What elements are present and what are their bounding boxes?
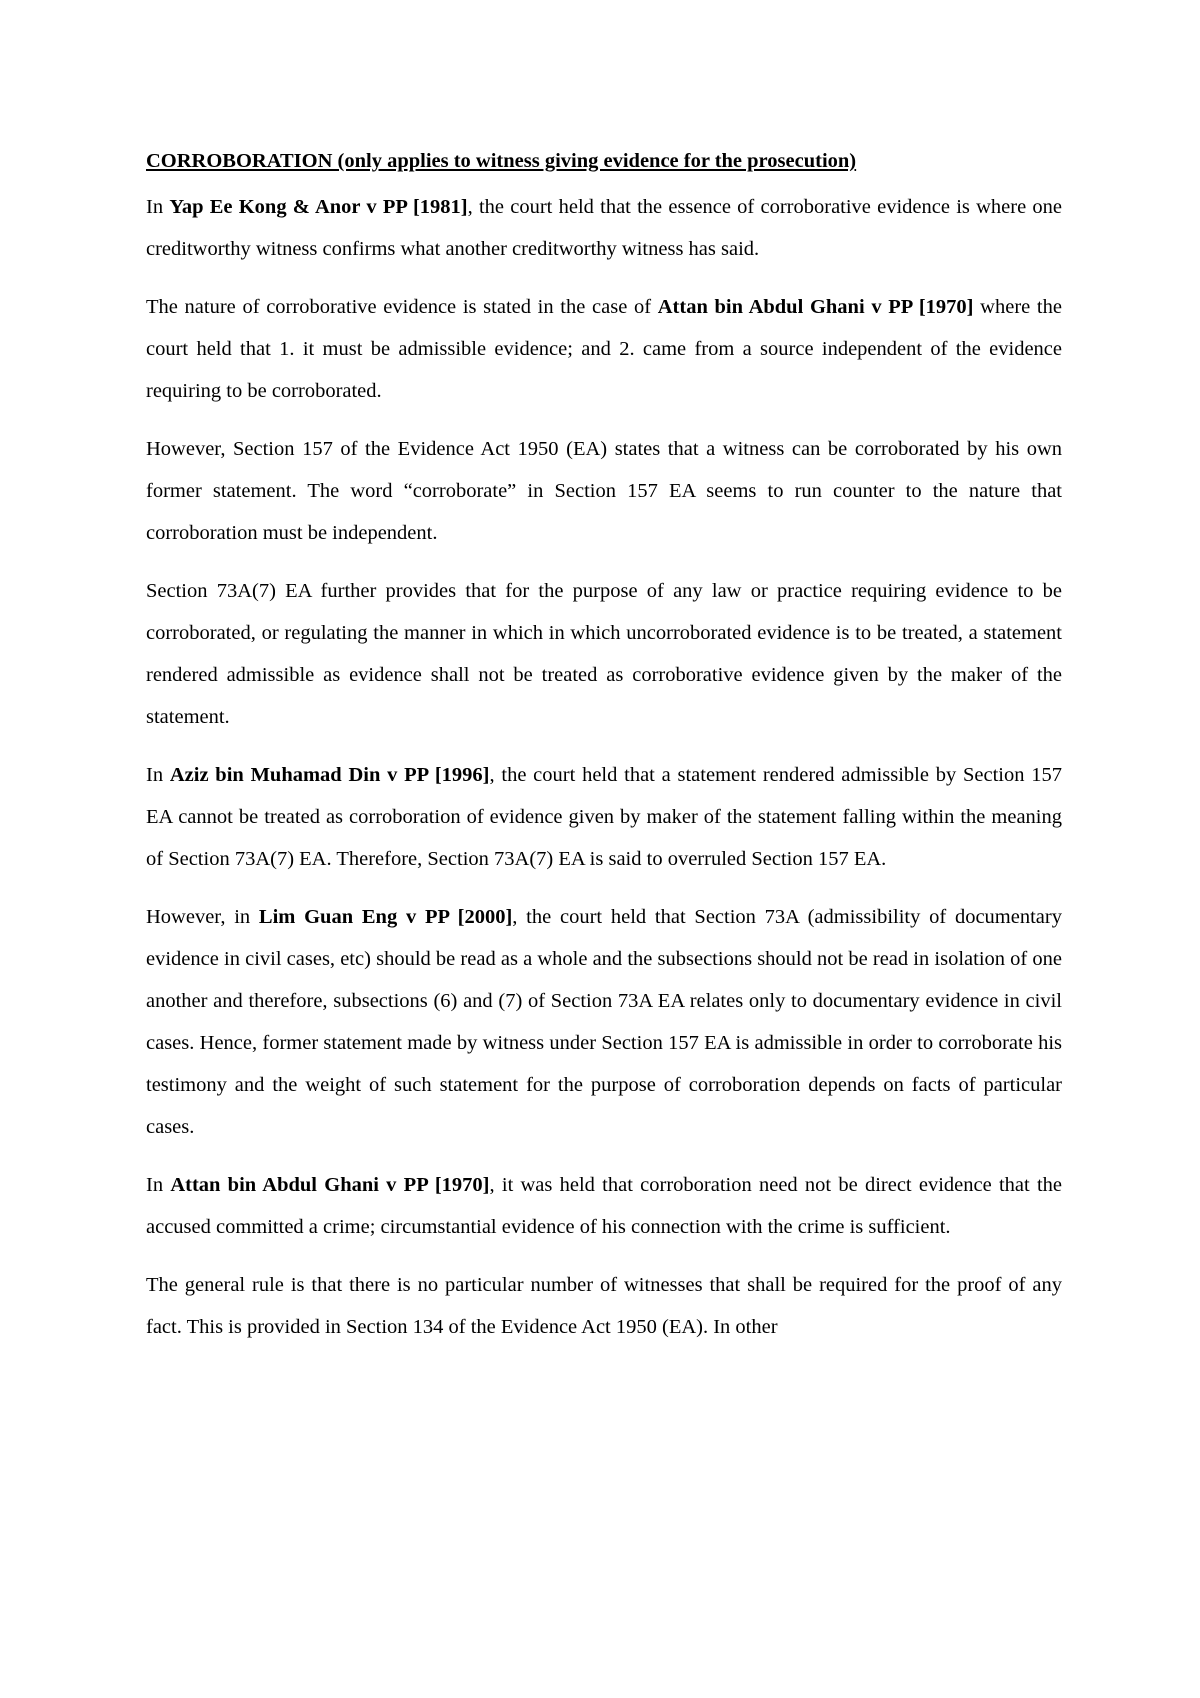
paragraph-text: The nature of corroborative evidence is stated in the case of xyxy=(146,296,658,318)
paragraph-text: In xyxy=(146,1174,171,1196)
paragraph-attan-circumstantial xyxy=(146,1164,1062,1248)
paragraph-text: , it was held that corroboration need not be direct evidence that the accused committed a crime; circumstantial evidence of his connection with the crime is sufficient. xyxy=(146,1174,1062,1238)
section-heading: CORROBORATION (only applies to witness giving evidence for the prosecution) xyxy=(146,150,857,172)
paragraph-section-73a7 xyxy=(146,570,1062,738)
paragraph-section-157 xyxy=(146,428,1062,554)
paragraph-text: , the court held that the essence of corroborative evidence is where one creditworthy witness confirms what another creditworthy witness has said. xyxy=(146,196,1062,260)
paragraph-text: However, in xyxy=(146,906,259,928)
paragraph-text: Section 73A(7) EA further provides that for the purpose of any law or practice requiring evidence to be corroborated, or regulating the manner in which in which uncorroborated evidence is to be treated, a statement rendered admissible as evidence shall not be treated as corroborative evidence given by the maker of the statement. xyxy=(146,580,1062,728)
document-page xyxy=(146,146,1062,1364)
case-citation: Aziz bin Muhamad Din v PP [1996] xyxy=(169,764,490,786)
paragraph-text: The general rule is that there is no particular number of witnesses that shall be required for the proof of any fact. This is provided in Section 134 of the Evidence Act 1950 (EA). In other xyxy=(146,1274,1062,1338)
case-citation: Attan bin Abdul Ghani v PP [1970] xyxy=(170,1174,490,1196)
paragraph-general-rule-section-134 xyxy=(146,1264,1062,1348)
paragraph-lim-guan-eng xyxy=(146,896,1062,1148)
paragraph-text: , the court held that a statement rendered admissible by Section 157 EA cannot be treated as corroboration of evidence given by maker of the statement falling within the meaning of Section 73A(7) EA. Therefore, Section 73A(7) EA is said to overruled Section 157 EA. xyxy=(146,764,1063,870)
case-citation: Lim Guan Eng v PP [2000] xyxy=(258,906,513,928)
case-citation: Attan bin Abdul Ghani v PP [1970] xyxy=(657,296,974,318)
paragraph-text: In xyxy=(146,764,170,786)
paragraph-text: However, Section 157 of the Evidence Act 1950 (EA) states that a witness can be corroborated by his own former statement. The word “corroborate” in Section 157 EA seems to run counter to the nature that corroboration must be independent. xyxy=(146,438,1062,544)
paragraph-nature-of-corroboration xyxy=(146,286,1062,412)
case-citation: Yap Ee Kong & Anor v PP [1981] xyxy=(169,196,468,218)
paragraph-aziz-bin-muhamad-din xyxy=(146,754,1062,880)
paragraph-text: In xyxy=(146,196,170,218)
paragraph-yap-ee-kong xyxy=(146,186,1062,270)
paragraph-text: , the court held that Section 73A (admissibility of documentary evidence in civil cases, etc) should be read as a whole and the subsections should not be read in isolation of one another and therefore, subsections (6) and (7) of Section 73A EA relates only to documentary evidence in civil cases. Hence, former statement made by witness under Section 157 EA is admissible in order to corroborate his testimony and the weight of such statement for the purpose of corroboration depends on facts of particular cases. xyxy=(146,906,1062,1138)
paragraph-text: where the court held that 1. it must be admissible evidence; and 2. came from a source independent of the evidence requiring to be corroborated. xyxy=(146,296,1062,402)
